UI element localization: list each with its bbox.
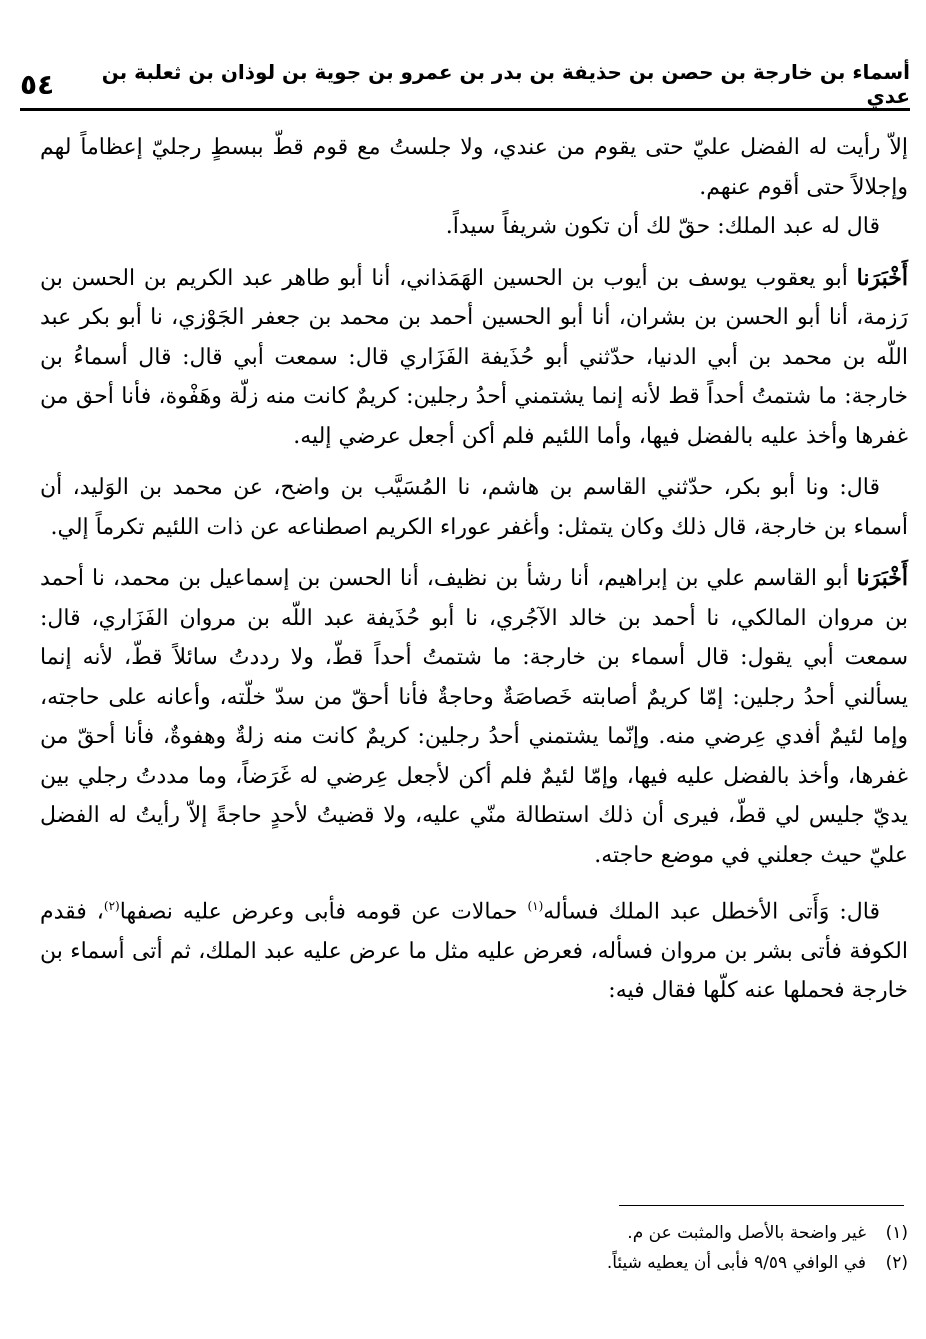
running-title: أسماء بن خارجة بن حصن بن حذيفة بن بدر بن عمرو بن جوية بن لوذان بن ثعلبة بن عدي [101, 60, 910, 108]
footnote-text: غير واضحة بالأصل والمثبت عن م. [627, 1223, 866, 1243]
footnote [40, 1218, 908, 1248]
footnote-text: في الوافي ٩/٥٩ فأبى أن يعطيه شيئاً. [606, 1253, 866, 1273]
paragraph [40, 559, 908, 875]
main-text [40, 128, 908, 1011]
paragraph [40, 468, 908, 547]
footnote-number: (٢) [885, 1253, 908, 1273]
footnote-marker: (١) [527, 899, 544, 913]
paragraph-text: قال: ونا أبو بكر، حدّثني القاسم بن هاشم، نا المُسَيَّب بن واضح، عن محمد بن الوَليد، أن أسماء بن خارجة، قال ذلك وكان يتمثل: وأغفر عوراء الكريم اصطناعه عن ذات اللئيم تكرماً إلي. [40, 475, 908, 540]
footnote [40, 1248, 908, 1278]
paragraph [40, 259, 908, 457]
paragraph-text: ، فقدم الكوفة فأتى بشر بن مروان فسأله، فعرض عليه مثل ما عرض عليه عبد الملك، ثم أتى أسماء بن خارجة فحملها عنه كلّها فقال فيه: [40, 899, 908, 1004]
footnote-number: (١) [885, 1223, 908, 1243]
akhbarana-keyword: أَخْبَرَنا [856, 565, 908, 591]
paragraph-text: قال: وَأَتى الأخطل عبد الملك فسأله [543, 899, 880, 925]
footnotes [40, 1218, 908, 1278]
paragraph-text: أبو القاسم علي بن إبراهيم، أنا رشأ بن نظيف، أنا الحسن بن إسماعيل بن محمد، نا أحمد بن مروان المالكي، نا أحمد بن خالد الآجُري، نا أبو حُذَيفة عبد اللّه بن مروان الفَزَاري، قال: سمعت أبي يقول: قال أسماء بن خارجة: ما شتمتُ أحداً قطّ، ولا رددتُ سائلاً قطّ، لأنه إنما يسألني أحدُ رجلين: إمّا كريمٌ أصابته خَصاصَةٌ وحاجةٌ فأنا أحقّ من سدّ خلّته، وأعانه على حاجته، وإما لئيمٌ أفدي عِرضي منه. وإنّما يشتمني أحدُ رجلين: كريمٌ كانت منه زلةٌ وهفوةٌ، فأنا أحقّ من غفرها، وأخذ بالفضل عليه فيها، وإمّا لئيمٌ فلم أكن لأجعل عِرضي له غَرَضاً، وما مددتُ رجلي بين يديّ جليس لي قطّ، فيرى أن ذلك استطالة منّي عليه، ولا قضيتُ لأحدٍ حاجةً إلاّ رأيتُ له الفضل عليّ حيث جعلني في موضع حاجته. [40, 566, 908, 868]
paragraph-text: أبو يعقوب يوسف بن أيوب بن الحسين الهَمَذاني، أنا أبو طاهر عبد الكريم بن الحسن بن رَزمة، أنا أبو الحسن بن بشران، أنا أبو الحسين أحمد بن محمد بن جعفر الجَوْزي، نا أبو بكر عبد اللّه بن محمد بن أبي الدنيا، حدّثني أبو حُذَيفة الفَزَاري قال: سمعت أبي قال: قال أسماءُ بن خارجة: ما شتمتُ أحداً قط لأنه إنما يشتمني أحدُ رجلين: كريمٌ كانت منه زلّة وهَفْوة، فأنا أحق من غفرها وأخذ عليه بالفضل فيها، وأما اللئيم فلم أكن أجعل عرضي إليه. [40, 265, 908, 449]
paragraph [40, 887, 908, 1011]
paragraph [40, 128, 908, 207]
paragraph-text: حمالات عن قومه فأبى وعرض عليه نصفها [119, 899, 528, 925]
footnote-marker: (٢) [103, 899, 120, 913]
akhbarana-keyword: أَخْبَرَنا [856, 264, 908, 291]
page-number: ٥٤ [20, 67, 55, 101]
paragraph-text: قال له عبد الملك: حقّ لك أن تكون شريفاً سيداً. [445, 214, 880, 239]
page-header [20, 60, 910, 111]
paragraph-text: إلاّ رأيت له الفضل عليّ حتى يقوم من عندي، ولا جلستُ مع قوم قطّ ببسطٍ رجليّ إعظاماً لهم وإجلالاً حتى أقوم عنهم. [40, 135, 908, 200]
paragraph [40, 207, 908, 247]
footnote-divider [619, 1205, 904, 1206]
